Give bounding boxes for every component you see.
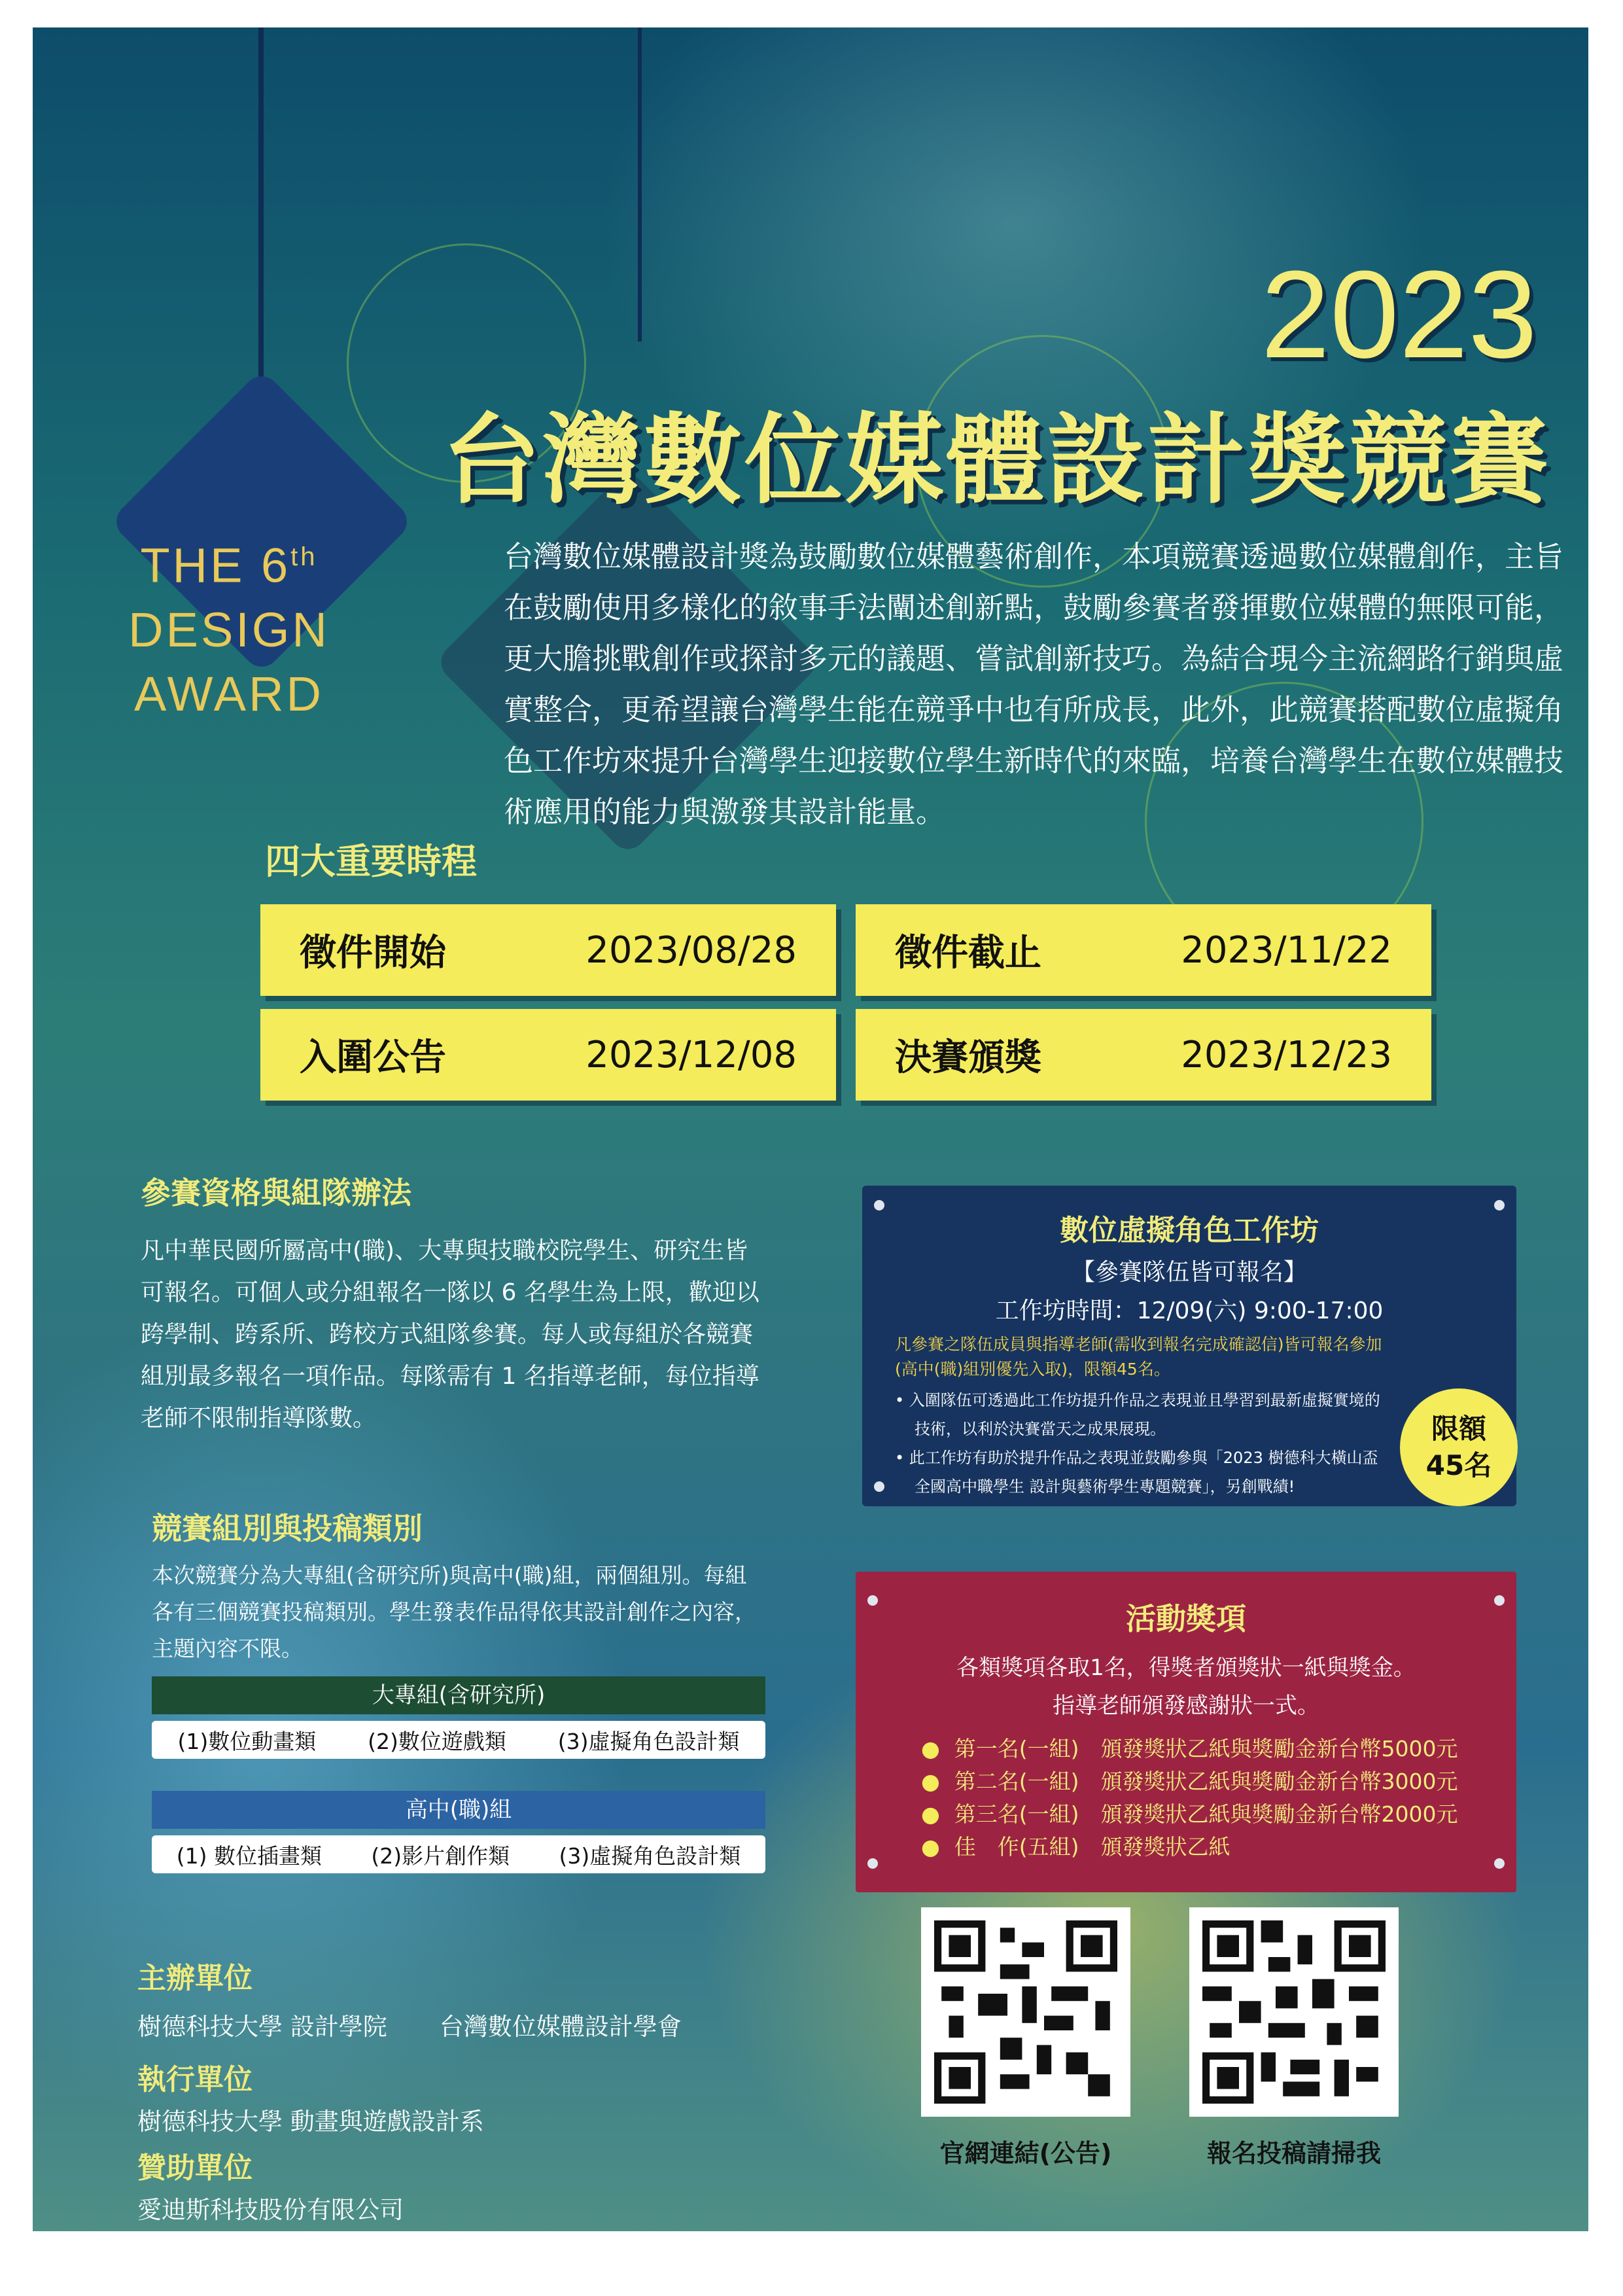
prize-item: ● 第一名(一組) 頒發獎狀乙紙與獎勵金新台幣5000元	[921, 1736, 1458, 1761]
pin-dot	[874, 1200, 884, 1210]
host-heading: 主辦單位	[137, 1962, 253, 1995]
hanging-line	[258, 27, 264, 414]
schedule-item: 入圍公告 2023/12/08	[260, 1009, 836, 1101]
pin-dot	[1494, 1200, 1505, 1210]
eligibility-text: 凡中華民國所屬高中(職)、大專與技職校院學生、研究生皆 可報名。可個人或分組報名一隊以 6 名學生為上限，歡迎以 跨學制、跨系所、跨校方式組隊參賽。每人或每組於各競賽 組別最多報名一項作品。每隊需有 1 名指導老師，每位指導 老師不限制指導隊數。	[141, 1237, 759, 1432]
hanging-line	[638, 27, 642, 342]
host-text: 樹德科技大學 設計學院 台灣數位媒體設計學會	[137, 2013, 682, 2041]
exec-text: 樹德科技大學 動畫與遊戲設計系	[137, 2108, 484, 2136]
group-header-college: 大專組(含研究所)	[152, 1676, 765, 1714]
group-categories-college: (1)數位動畫類 (2)數位遊戲類 (3)虛擬角色設計類	[152, 1721, 765, 1759]
sponsor-text: 愛迪斯科技股份有限公司	[137, 2196, 404, 2224]
poster	[33, 27, 1588, 2231]
qr-icon	[934, 1920, 1117, 2104]
qr-code-website[interactable]	[921, 1907, 1130, 2117]
group-categories-highschool: (1) 數位插畫類 (2)影片創作類 (3)虛擬角色設計類	[152, 1835, 765, 1873]
schedule-grid	[260, 904, 1490, 1114]
schedule-item: 徵件截止 2023/11/22	[856, 904, 1431, 996]
exec-heading: 執行單位	[137, 2063, 253, 2096]
prizes-title: 活動獎項	[1126, 1601, 1246, 1636]
pin-dot	[867, 1595, 878, 1606]
pin-dot	[1494, 1858, 1505, 1869]
prize-list	[895, 1733, 1477, 1863]
award-badge-text: THE 6th DESIGN AWARD	[128, 538, 330, 721]
qr-icon	[1202, 1920, 1386, 2104]
qr-code-signup[interactable]	[1189, 1907, 1399, 2117]
workshop-bullets: • 入圍隊伍可透過此工作坊提升作品之表現並且學習到最新虛擬實境的 技術，以利於決賽當天之成果展現。 • 此工作坊有助於提升作品之表現並鼓勵參與「2023 樹德科大橫山盃 全國高中職學生 設計與藝術學生專題競賽」，另創戰績!	[895, 1391, 1380, 1496]
categories-text: 本次競賽分為大專組(含研究所)與高中(職)組，兩個組別。每組 各有三個競賽投稿類別。學生發表作品得依其設計創作之內容， 主題內容不限。	[152, 1563, 756, 1661]
workshop-subtitle: 【參賽隊伍皆可報名】	[1071, 1259, 1307, 1286]
pin-dot	[867, 1858, 878, 1869]
prize-item: ● 佳 作(五組) 頒發獎狀乙紙	[921, 1834, 1230, 1860]
workshop-time: 工作坊時間：12/09(六) 9:00-17:00	[995, 1298, 1384, 1324]
schedule-item: 徵件開始 2023/08/28	[260, 904, 836, 996]
eligibility-heading: 參賽資格與組隊辦法	[141, 1175, 411, 1210]
schedule-heading: 四大重要時程	[265, 841, 477, 882]
workshop-note: 凡參賽之隊伍成員與指導老師(需收到報名完成確認信)皆可報名參加 (高中(職)組別優先入取)，限額45名。	[895, 1335, 1382, 1379]
sponsor-heading: 贊助單位	[137, 2151, 253, 2185]
qr-caption-signup: 報名投稿請掃我	[1206, 2139, 1381, 2168]
event-title: 台灣數位媒體設計獎競賽	[442, 404, 1550, 518]
group-header-highschool: 高中(職)組	[152, 1791, 765, 1829]
prizes-line: 指導老師頒發感謝狀一式。	[1053, 1693, 1319, 1719]
prizes-panel	[856, 1572, 1516, 1892]
categories-heading: 競賽組別與投稿類別	[152, 1511, 423, 1546]
event-year: 2023	[1261, 245, 1537, 384]
prizes-line: 各類獎項各取1名，得獎者頒獎狀一紙與獎金。	[956, 1655, 1416, 1681]
prize-item: ● 第二名(一組) 頒發獎狀乙紙與獎勵金新台幣3000元	[921, 1769, 1458, 1794]
pin-dot	[1494, 1595, 1505, 1606]
qr-caption-website: 官網連結(公告)	[939, 2139, 1112, 2168]
intro-paragraph: 台灣數位媒體設計獎為鼓勵數位媒體藝術創作，本項競賽透過數位媒體創作，主旨在鼓勵使用多樣化的敘事手法闡述創新點，鼓勵參賽者發揮數位媒體的無限可能，更大膽挑戰創作或探討多元的議題、嘗試創新技巧。為結合現今主流網路行銷與虛實整合，更希望讓台灣學生能在競爭中也有所成長，此外，此競賽搭配數位虛擬角色工作坊來提升台灣學生迎接數位學生新時代的來臨，培養台灣學生在數位媒體技術應用的能力與激發其設計能量。	[504, 539, 1564, 829]
schedule-item: 決賽頒獎 2023/12/23	[856, 1009, 1431, 1101]
prize-item: ● 第三名(一組) 頒發獎狀乙紙與獎勵金新台幣2000元	[921, 1801, 1458, 1827]
pin-dot	[874, 1481, 884, 1492]
limit-badge: 限額 45名	[1400, 1388, 1518, 1506]
workshop-title: 數位虛擬角色工作坊	[1060, 1214, 1319, 1247]
